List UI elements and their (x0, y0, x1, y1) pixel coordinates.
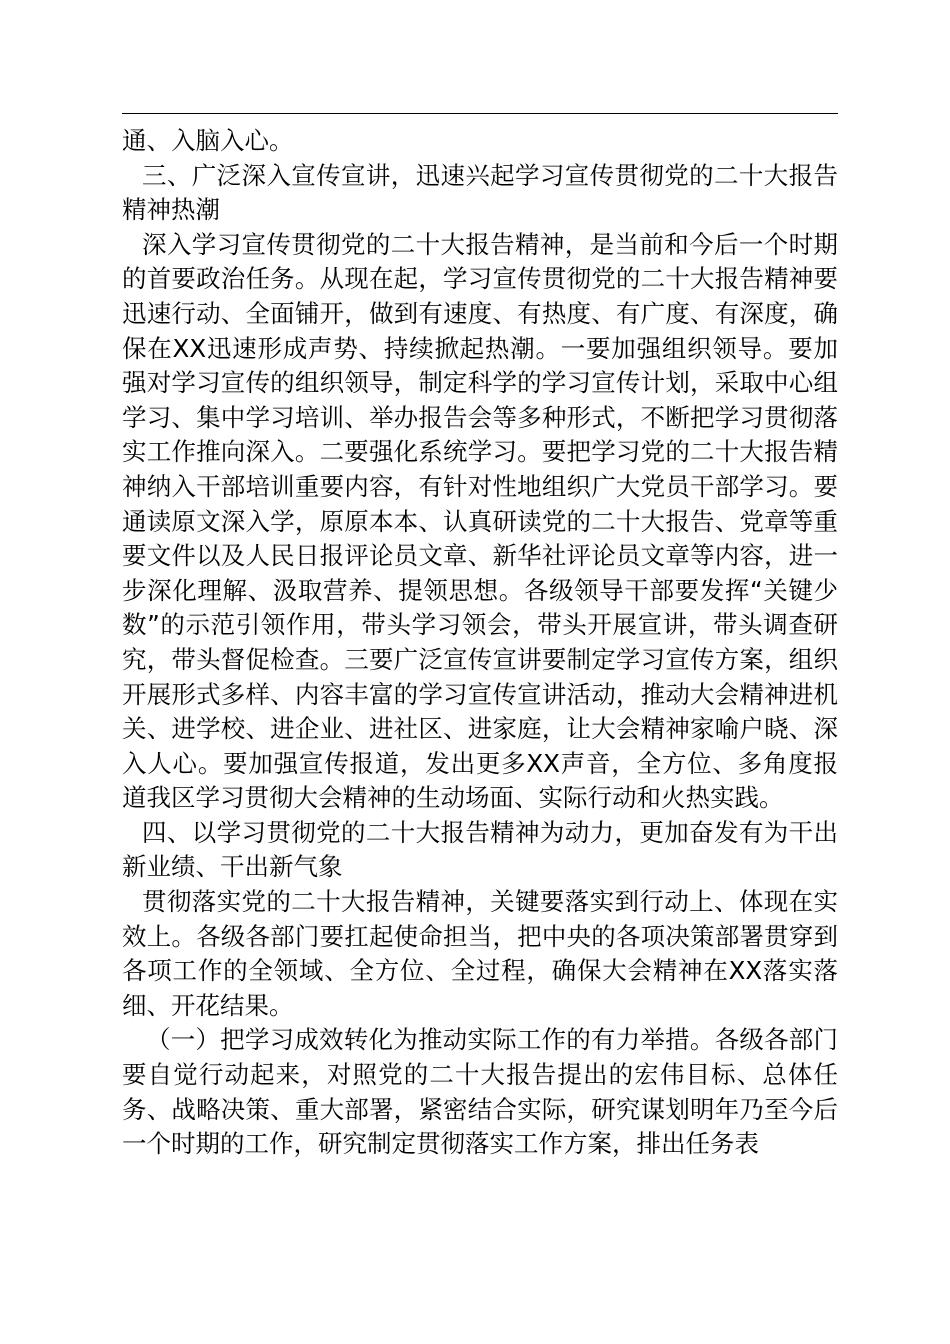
paragraph: 深入学习宣传贯彻党的二十大报告精神，是当前和今后一个时期的首要政治任务。从现在起，学习宣传贯彻党的二十大报告精神要迅速行动、全面铺开，做到有速度、有热度、有广度、有深度，确保在XX迅速形成声势、持续掀起热潮。一要加强组织领导。要加强对学习宣传的组织领导，制定科学的学习宣传计划，采取中心组学习、集中学习培训、举办报告会等多种形式，不断把学习贯彻落实工作推向深入。二要强化系统学习。要把学习党的二十大报告精神纳入干部培训重要内容，有针对性地组织广大党员干部学习。要通读原文深入学，原原本本、认真研读党的二十大报告、党章等重要文件以及人民日报评论员文章、新华社评论员文章等内容，进一步深化理解、汲取营养、提领思想。各级领导干部要发挥“关键少数”的示范引领作用，带头学习领会，带头开展宣讲，带头调查研究，带头督促检查。三要广泛宣传宣讲要制定学习宣传方案，组织开展形式多样、内容丰富的学习宣传宣讲活动，推动大会精神进机关、进学校、进企业、进社区、进家庭，让大会精神家喻户晓、深入人心。要加强宣传报道，发出更多XX声音，全方位、多角度报道我区学习贯彻大会精神的生动场面、实际行动和火热实践。 (122, 229, 838, 813)
paragraph: 贯彻落实党的二十大报告精神，关键要落实到行动上、体现在实效上。各级各部门要扛起使命担当，把中央的各项决策部署贯穿到各项工作的全领域、全方位、全过程，确保大会精神在XX落实落细、开花结果。 (122, 887, 838, 1020)
document-body (122, 124, 838, 1162)
subsection-paragraph-1: （一）把学习成效转化为推动实际工作的有力举措。各级各部门要自觉行动起来，对照党的二十大报告提出的宏伟目标、总体任务、战略决策、重大部署，紧密结合实际，研究谋划明年乃至今后一个时期的工作，研究制定贯彻落实工作方案，排出任务表 (122, 1025, 838, 1159)
paragraph-continuation: 通、入脑入心。 (122, 126, 294, 155)
section-heading-3: 三、广泛深入宣传宣讲，迅速兴起学习宣传贯彻党的二十大报告精神热潮 (122, 160, 838, 225)
document-page (122, 0, 838, 1344)
section-heading-4: 四、以学习贯彻党的二十大报告精神为动力，更加奋发有为干出新业绩、干出新气象 (122, 817, 838, 882)
header-rule (122, 113, 838, 114)
